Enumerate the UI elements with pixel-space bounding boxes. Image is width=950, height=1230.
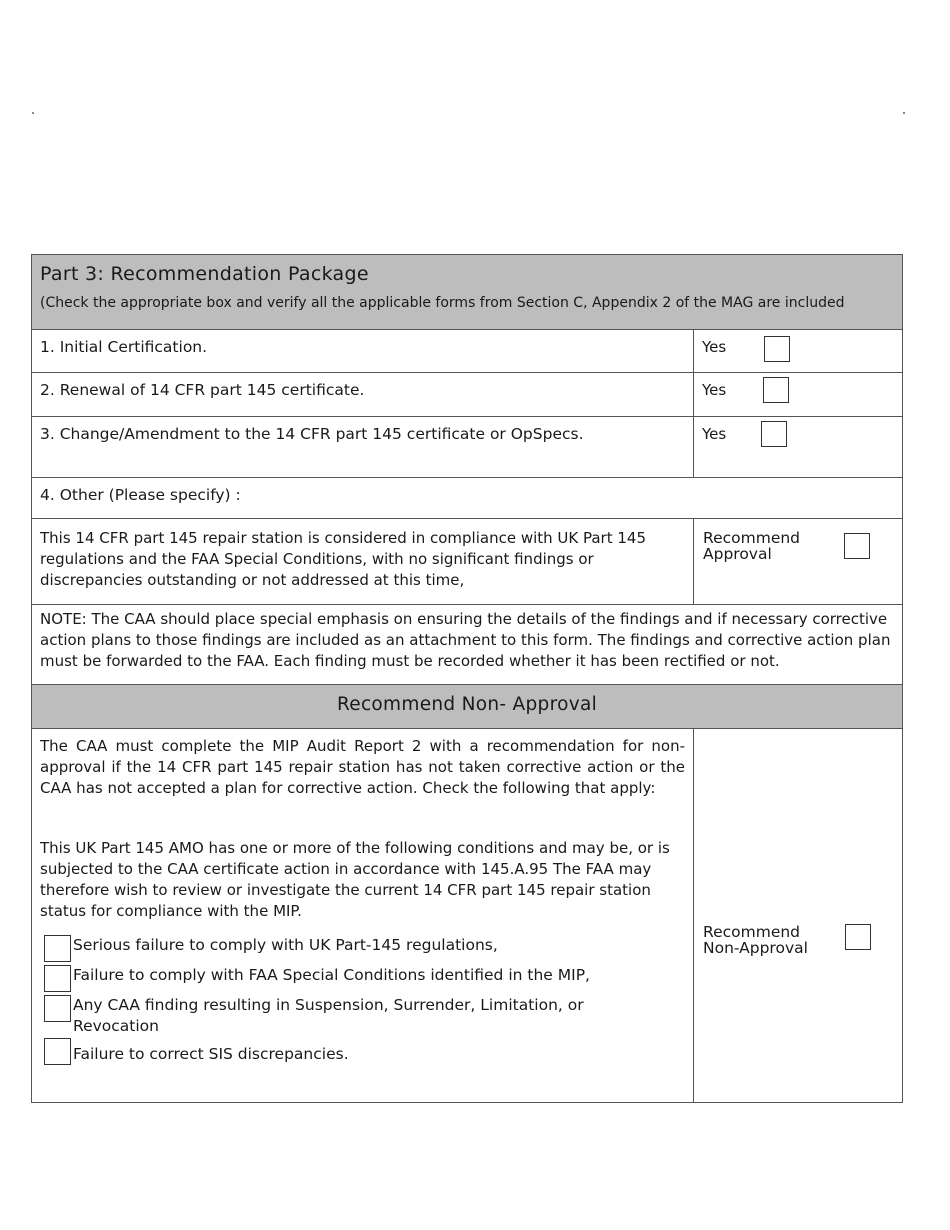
condition-label: Failure to correct SIS discrepancies. [73, 1045, 349, 1063]
condition-checkbox-caa-finding[interactable] [44, 995, 71, 1022]
option-yes-cell [694, 330, 902, 372]
yes-label: Yes [702, 381, 727, 399]
condition-checkbox-sis-discrepancies[interactable] [44, 1038, 71, 1065]
part3-subtitle: (Check the appropriate box and verify all the applicable forms from Section C, Appendix 2 of the MAG are included [40, 295, 845, 311]
approval-row [32, 518, 902, 604]
option-label: 1. Initial Certification. [32, 330, 694, 372]
option-row-renewal [32, 372, 902, 416]
margin-mark-left [32, 112, 34, 114]
non-approval-instructions: The CAA must complete the MIP Audit Report 2 with a recommendation for non-approval if the 14 CFR part 145 repair station has not taken corrective action or the CAA has not accepted a plan for corrective action. Check the following that apply: [40, 737, 685, 797]
margin-mark-right [903, 112, 905, 114]
recommend-approval-checkbox[interactable] [844, 533, 870, 559]
option-row-other [32, 477, 902, 518]
note-text: NOTE: The CAA should place special emphasis on ensuring the details of the findings and if necessary corrective action plans to those findings are included as an attachment to this form. The findings and corrective action plan must be forwarded to the FAA. Each finding must be recorded whether it has been rectified or not. [40, 610, 891, 670]
recommend-approval-label [703, 530, 800, 562]
option-yes-cell [694, 373, 902, 416]
approval-text: This 14 CFR part 145 repair station is considered in compliance with UK Part 145 regulations and the FAA Special Conditions, with no significant findings or discrepancies outstanding or not addressed at this time, [32, 519, 694, 604]
note-row [32, 604, 902, 684]
initial-certification-checkbox[interactable] [764, 336, 790, 362]
non-approval-conditions-intro: This UK Part 145 AMO has one or more of the following conditions and may be, or is subjected to the CAA certificate action in accordance with 145.A.95 The FAA may therefore wish to review or investigate the current 14 CFR part 145 repair station status for compliance with the MIP. [40, 839, 670, 920]
condition-item [40, 935, 685, 962]
approval-cell [694, 519, 902, 604]
recommendation-form [31, 254, 903, 1103]
option-row-amendment [32, 416, 902, 477]
part3-title: Part 3: Recommendation Package [40, 263, 369, 285]
condition-label: Failure to comply with FAA Special Conditions identified in the MIP, [73, 966, 590, 984]
recommend-non-approval-checkbox[interactable] [845, 924, 871, 950]
yes-label: Yes [702, 425, 727, 443]
recommend-label-line2: Approval [703, 545, 772, 563]
non-approval-heading: Recommend Non- Approval [32, 685, 902, 728]
option-label: 2. Renewal of 14 CFR part 145 certificate. [32, 373, 694, 416]
recommend-label-line1: Recommend [703, 529, 801, 547]
non-approval-heading-row [32, 684, 902, 728]
condition-checkbox-faa-special-conditions[interactable] [44, 965, 71, 992]
condition-item [40, 995, 685, 1037]
yes-label: Yes [702, 338, 727, 356]
option-row-initial [32, 329, 902, 372]
other-specify-field[interactable]: 4. Other (Please specify) : [40, 486, 241, 504]
condition-item [40, 965, 685, 992]
renewal-checkbox[interactable] [763, 377, 789, 403]
recommend-label-line2: Non-Approval [703, 939, 808, 957]
recommend-non-approval-label [703, 924, 808, 956]
non-approval-cell [694, 729, 902, 1102]
condition-checkbox-serious-failure[interactable] [44, 935, 71, 962]
recommend-label-line1: Recommend [703, 923, 801, 941]
amendment-checkbox[interactable] [761, 421, 787, 447]
condition-item [40, 1038, 685, 1065]
condition-label: Any CAA finding resulting in Suspension, Surrender, Limitation, or Revocation [73, 996, 584, 1035]
non-approval-body [32, 729, 694, 1102]
part3-header-row [32, 255, 902, 329]
part3-header [32, 255, 902, 329]
condition-label: Serious failure to comply with UK Part-145 regulations, [73, 936, 498, 954]
option-label: 3. Change/Amendment to the 14 CFR part 145 certificate or OpSpecs. [32, 417, 694, 477]
option-yes-cell [694, 417, 902, 477]
non-approval-row [32, 728, 902, 1102]
